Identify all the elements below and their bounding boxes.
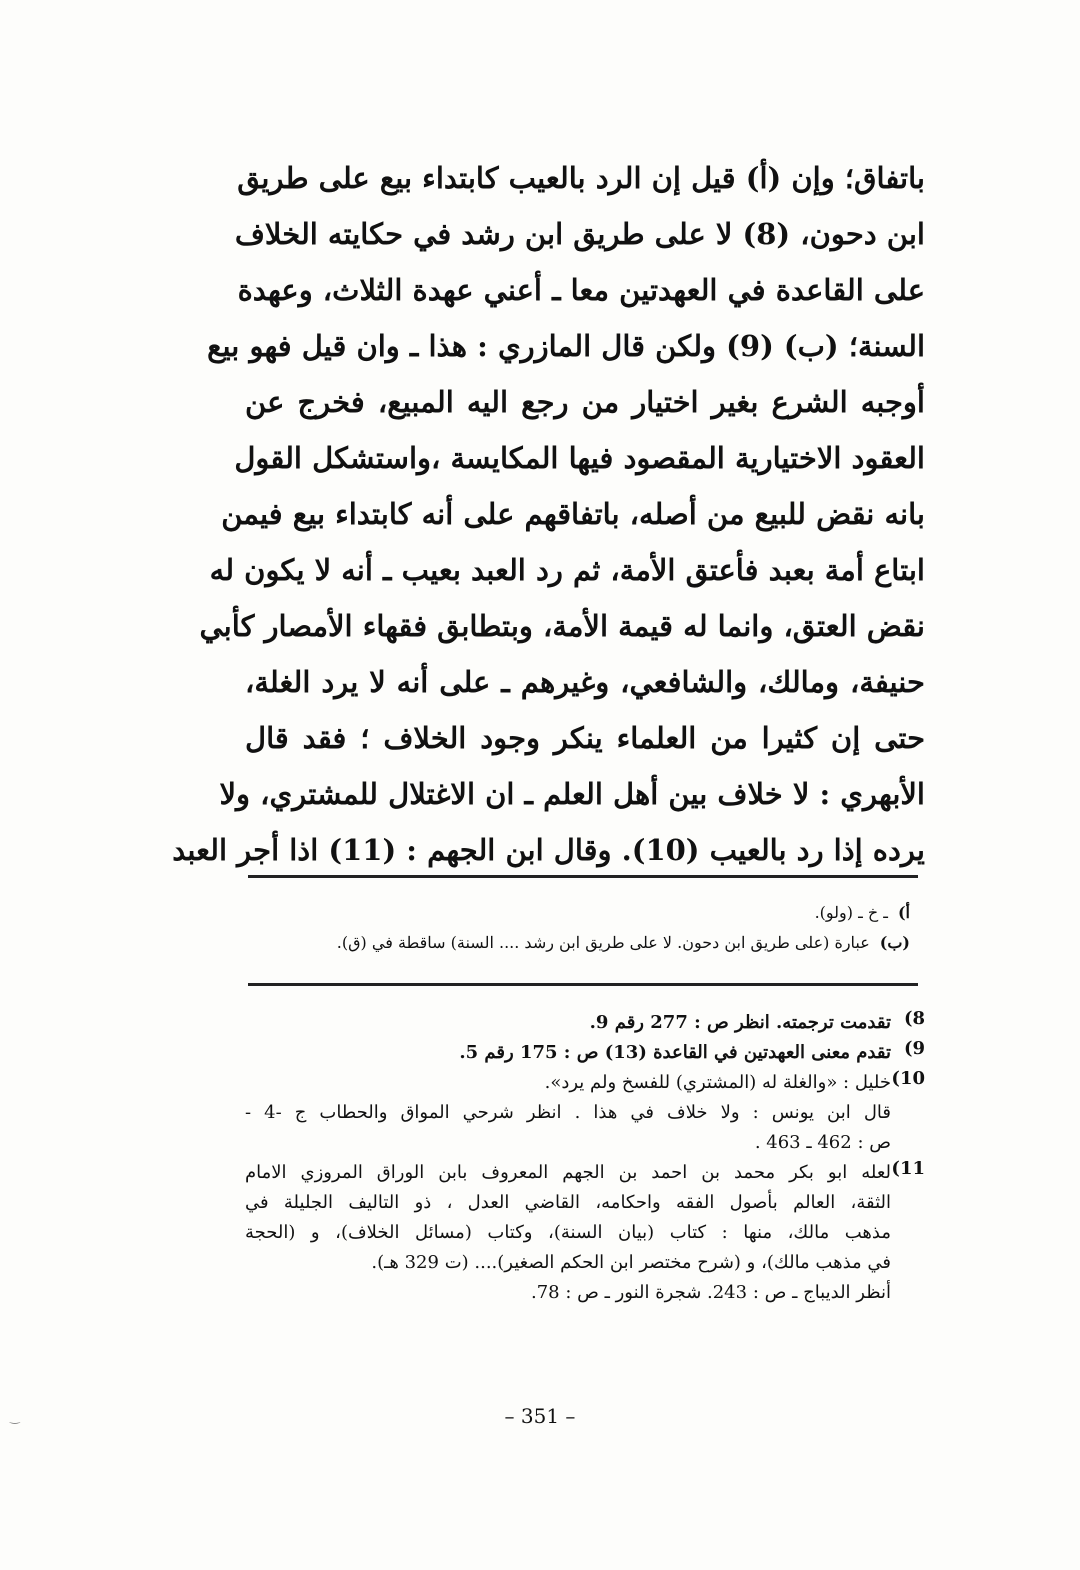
main-text-line: ابتاع أمة بعبد فأعتق الأمة، ثم رد العبد بعيب ـ أنه لا يكون له — [209, 553, 925, 587]
main-text-line: أوجبه الشرع بغير اختيار من رجع اليه المبيع، فخرج عن — [245, 385, 925, 419]
variant-text: عبارة (على طريق ابن دحون. لا على طريق ابن رشد .... السنة) ساقطة في (ق). — [336, 933, 870, 952]
main-text-line: ابن دحون، (8) لا على طريق ابن رشد في حكايته الخلاف — [234, 217, 925, 251]
footnote-line: مذهب مالك، منها : كتاب (بيان السنة)، وكتاب (مسائل الخلاف)، و (الحجة — [245, 1222, 891, 1243]
scan-speck: ‿ — [10, 1410, 20, 1424]
variant-note — [260, 928, 910, 958]
footnote-number: 10) — [891, 1068, 925, 1089]
main-text-line: بانه نقض للبيع من أصله، باتفاقهم على أنه كابتداء بيع فيمن — [221, 497, 925, 531]
page-number: – 351 – — [504, 1404, 576, 1428]
footnote-line: تقدمت ترجمته. انظر ص : 277 رقم 9. — [589, 1012, 891, 1033]
variant-text: ـ خ ـ (ولو). — [814, 903, 888, 922]
main-text-line: على القاعدة في العهدتين معا ـ أعني عهدة الثلاث، وعهدة — [237, 273, 925, 307]
main-text-block — [172, 150, 925, 878]
footnote-line: ص : 462 ـ 463 . — [754, 1132, 891, 1153]
footnote-line: قال ابن يونس : ولا خلاف في هذا . انظر شرحي المواق والحطاب ج -4 - — [245, 1102, 891, 1123]
main-text-line: السنة؛ (ب) (9) ولكن قال المازري : هذا ـ وان قيل فهو بيع — [207, 329, 925, 363]
footnote-line: أنظر الديباج ـ ص : 243. شجرة النور ـ ص : 78. — [530, 1282, 891, 1303]
footnote-line: لعله ابو بكر محمد بن احمد بن الجهم المعروف بابن الوراق المروزي الامام — [245, 1162, 891, 1183]
main-text-line: حنيفة، ومالك، والشافعي، وغيرهم ـ على أنه لا يرد الغلة، — [245, 665, 925, 699]
main-text-line: باتفاق؛ وإن (أ) قيل إن الرد بالعيب كابتداء بيع على طريق — [237, 161, 925, 195]
footnote-number: 9) — [903, 1038, 925, 1059]
footnote-number: 11) — [891, 1158, 925, 1179]
footnote-divider-bottom — [248, 983, 918, 986]
footnote-8 — [245, 1008, 925, 1038]
footnote-divider-top — [248, 875, 918, 878]
footnote-9 — [245, 1038, 925, 1068]
footnotes — [245, 1008, 925, 1308]
variant-mark: أ) — [897, 903, 910, 922]
variant-note — [260, 898, 910, 928]
footnote-line: تقدم معنى العهدتين في القاعدة (13) ص : 175 رقم 5. — [459, 1042, 891, 1063]
footnote-line: في مذهب مالك)، و (شرح مختصر ابن الحكم الصغير).... (ت 329 هـ). — [371, 1252, 891, 1273]
main-text-line: الأبهري : لا خلاف بين أهل العلم ـ ان الاغتلال للمشتري، ولا — [219, 777, 925, 811]
main-text-line: نقض العتق، وانما له قيمة الأمة، وبتطابق فقهاء الأمصار كأبي — [199, 609, 925, 643]
main-text-line: العقود الاختيارية المقصود فيها المكايسة ،واستشكل القول — [234, 441, 925, 475]
footnote-line: خليل : «والغلة له (المشتري) للفسخ ولم يرد». — [544, 1072, 891, 1093]
footnote-10 — [245, 1068, 925, 1158]
variant-mark: (ب) — [879, 933, 910, 952]
footnote-line: الثقة، العالم بأصول الفقه واحكامه، القاضي العدل ، ذو التاليف الجليلة في — [245, 1192, 891, 1213]
footnote-number: 8) — [903, 1008, 925, 1029]
main-text-line: حتى إن كثيرا من العلماء ينكر وجود الخلاف ؛ فقد قال — [245, 721, 925, 755]
main-text-line: يرده إذا رد بالعيب (10). وقال ابن الجهم : (11) اذا أجر العبد — [172, 833, 925, 867]
manuscript-variants — [260, 898, 910, 958]
footnote-11 — [245, 1158, 925, 1308]
